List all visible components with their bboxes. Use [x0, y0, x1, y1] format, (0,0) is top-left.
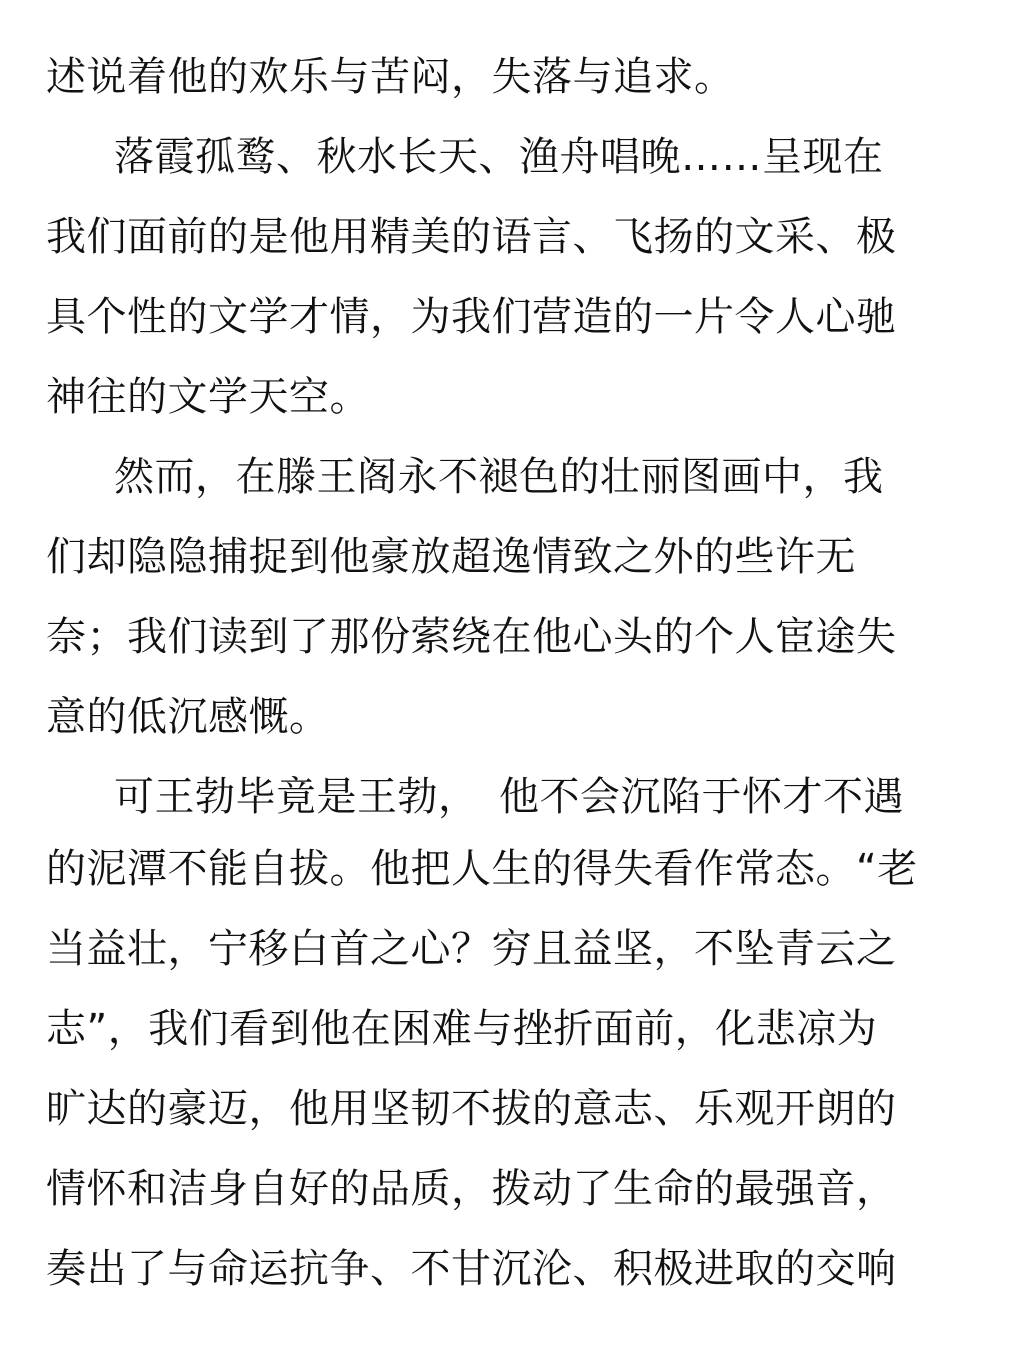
text-line: 的泥潭不能自拔。他把人生的得失看作常态。“老 [46, 846, 918, 892]
text-line: 们却隐隐捕捉到他豪放超逸情致之外的些许无 [46, 534, 856, 580]
text-line: 志”，我们看到他在困难与挫折面前，化悲凉为 [46, 1006, 878, 1052]
text-line: 奈；我们读到了那份萦绕在他心头的个人宦途失 [46, 614, 897, 660]
text-line: 情怀和洁身自好的品质，拨动了生命的最强音， [46, 1166, 897, 1212]
text-line: 意的低沉感慨。 [46, 694, 330, 740]
text-line: 旷达的豪迈，他用坚韧不拔的意志、乐观开朗的 [46, 1086, 897, 1132]
paragraph-start-line: 可王勃毕竟是王勃， 他不会沉陷于怀才不遇 [114, 774, 904, 820]
text-line: 奏出了与命运抗争、不甘沉沦、积极进取的交响 [46, 1246, 897, 1292]
text-line: 神往的文学天空。 [46, 374, 370, 420]
text-line: 我们面前的是他用精美的语言、飞扬的文采、极 [46, 214, 897, 260]
text-line: 述说着他的欢乐与苦闷，失落与追求。 [46, 54, 735, 100]
text-line: 当益壮，宁移白首之心？穷且益坚，不坠青云之 [46, 926, 897, 972]
text-line: 具个性的文学才情，为我们营造的一片令人心驰 [46, 294, 897, 340]
paragraph-start-line: 落霞孤鹜、秋水长天、渔舟唱晚……呈现在 [114, 134, 884, 180]
paragraph-start-line: 然而，在滕王阁永不褪色的壮丽图画中，我 [114, 454, 884, 500]
